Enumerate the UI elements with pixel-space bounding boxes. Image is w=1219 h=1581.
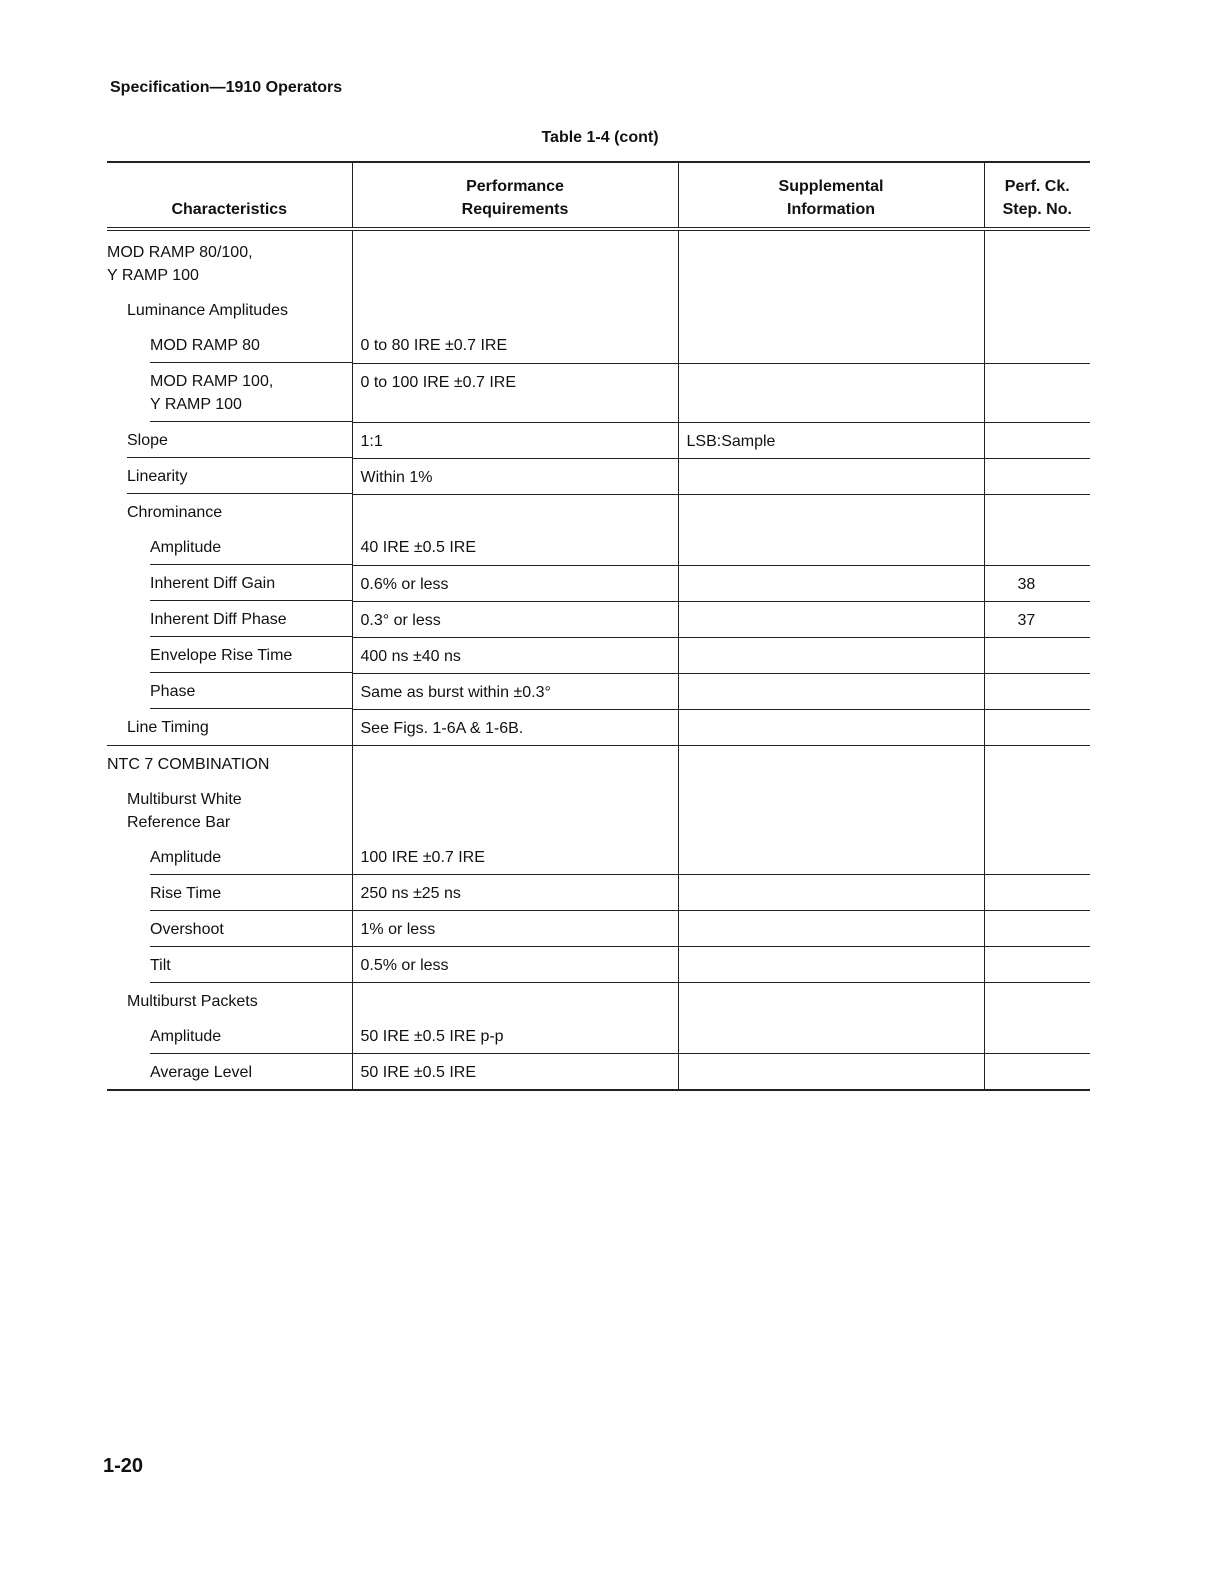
supplemental-cell [678, 709, 984, 745]
performance-cell: 400 ns ±40 ns [352, 637, 678, 673]
table-row [107, 327, 1090, 363]
supplemental-cell [678, 529, 984, 565]
header-supplemental-information: Supplemental Information [678, 162, 984, 229]
supplemental-cell [678, 565, 984, 601]
step-cell [984, 875, 1090, 911]
characteristic-cell: Multiburst White Reference Bar [127, 790, 242, 831]
table-row [107, 673, 1090, 709]
performance-cell: 100 IRE ±0.7 IRE [352, 839, 678, 875]
characteristic-cell: Inherent Diff Phase [107, 601, 352, 637]
table-row [107, 565, 1090, 601]
performance-cell: 0.3° or less [352, 601, 678, 637]
step-cell [984, 1054, 1090, 1091]
header-characteristics: Characteristics [107, 162, 352, 229]
characteristic-cell: MOD RAMP 100, Y RAMP 100 [107, 363, 352, 422]
characteristic-cell: Amplitude [107, 839, 352, 875]
supplemental-cell [678, 947, 984, 983]
performance-cell: 50 IRE ±0.5 IRE [352, 1054, 678, 1091]
table-row [107, 229, 1090, 292]
characteristic-cell: Line Timing [127, 719, 209, 736]
supplemental-cell [678, 1018, 984, 1054]
supplemental-cell: LSB:Sample [678, 422, 984, 458]
supplemental-cell [678, 673, 984, 709]
table-row [107, 529, 1090, 565]
table-row [107, 839, 1090, 875]
step-cell [984, 292, 1090, 327]
header-performance-requirements: Performance Requirements [352, 162, 678, 229]
table-row [107, 494, 1090, 529]
supplemental-cell [678, 363, 984, 422]
running-head: Specification—1910 Operators [110, 79, 343, 96]
step-cell [984, 458, 1090, 494]
performance-cell [352, 494, 678, 529]
characteristic-cell: Slope [107, 422, 352, 458]
characteristic-cell: MOD RAMP 80 [107, 327, 352, 363]
supplemental-cell [678, 875, 984, 911]
supplemental-cell [678, 839, 984, 875]
performance-cell: 250 ns ±25 ns [352, 875, 678, 911]
supplemental-cell [678, 229, 984, 292]
table-row [107, 745, 1090, 781]
characteristic-cell: MOD RAMP 80/100, Y RAMP 100 [107, 244, 253, 284]
table-row [107, 781, 1090, 839]
step-cell [984, 709, 1090, 745]
performance-cell [352, 983, 678, 1018]
specification-table [107, 161, 1090, 1091]
characteristic-cell: Luminance Amplitudes [127, 302, 288, 319]
supplemental-cell [678, 637, 984, 673]
performance-cell: See Figs. 1-6A & 1-6B. [352, 709, 678, 745]
table-header-row [107, 162, 1090, 229]
page-number: 1-20 [103, 1455, 144, 1477]
table-row [107, 601, 1090, 637]
characteristic-cell: Tilt [107, 947, 352, 983]
performance-cell [352, 745, 678, 781]
performance-cell [352, 292, 678, 327]
table-row [107, 983, 1090, 1018]
characteristic-cell: NTC 7 COMBINATION [107, 755, 270, 773]
supplemental-cell [678, 911, 984, 947]
step-cell [984, 983, 1090, 1018]
performance-cell [352, 781, 678, 839]
characteristic-cell: Multiburst Packets [127, 992, 258, 1010]
characteristic-cell: Amplitude [107, 529, 352, 565]
supplemental-cell [678, 1054, 984, 1091]
performance-cell: 0 to 100 IRE ±0.7 IRE [352, 363, 678, 422]
table-row [107, 1018, 1090, 1054]
step-cell: 37 [984, 601, 1090, 637]
step-cell [984, 839, 1090, 875]
step-cell [984, 781, 1090, 839]
step-cell [984, 673, 1090, 709]
table-row [107, 363, 1090, 422]
supplemental-cell [678, 292, 984, 327]
performance-cell: 0 to 80 IRE ±0.7 IRE [352, 327, 678, 363]
step-cell [984, 494, 1090, 529]
performance-cell: 1% or less [352, 911, 678, 947]
supplemental-cell [678, 601, 984, 637]
table-row [107, 709, 1090, 745]
characteristic-cell: Chrominance [127, 504, 223, 521]
step-cell [984, 363, 1090, 422]
step-cell [984, 229, 1090, 292]
table-row [107, 875, 1090, 911]
performance-cell: 0.5% or less [352, 947, 678, 983]
step-cell [984, 327, 1090, 363]
step-cell [984, 911, 1090, 947]
characteristic-cell: Average Level [107, 1054, 352, 1091]
performance-cell: 50 IRE ±0.5 IRE p-p [352, 1018, 678, 1054]
performance-cell: 1:1 [352, 422, 678, 458]
table-row [107, 422, 1090, 458]
performance-cell [352, 229, 678, 292]
table-row [107, 292, 1090, 327]
performance-cell: 40 IRE ±0.5 IRE [352, 529, 678, 565]
supplemental-cell [678, 781, 984, 839]
performance-cell: Within 1% [352, 458, 678, 494]
characteristic-cell: Overshoot [107, 911, 352, 947]
table-row [107, 1054, 1090, 1091]
supplemental-cell [678, 327, 984, 363]
performance-cell: 0.6% or less [352, 565, 678, 601]
characteristic-cell: Envelope Rise Time [107, 637, 352, 673]
step-cell [984, 422, 1090, 458]
step-cell [984, 745, 1090, 781]
step-cell [984, 947, 1090, 983]
header-perf-ck-step-no: Perf. Ck. Step. No. [984, 162, 1090, 229]
table-row [107, 911, 1090, 947]
step-cell [984, 637, 1090, 673]
characteristic-cell: Rise Time [107, 875, 352, 911]
characteristic-cell: Phase [107, 673, 352, 709]
characteristic-cell: Amplitude [107, 1018, 352, 1054]
step-cell [984, 529, 1090, 565]
supplemental-cell [678, 745, 984, 781]
table-row [107, 947, 1090, 983]
supplemental-cell [678, 983, 984, 1018]
characteristic-cell: Linearity [107, 458, 352, 494]
supplemental-cell [678, 494, 984, 529]
table-caption: Table 1-4 (cont) [541, 129, 659, 146]
supplemental-cell [678, 458, 984, 494]
table-row [107, 637, 1090, 673]
table-row [107, 458, 1090, 494]
step-cell: 38 [984, 565, 1090, 601]
performance-cell: Same as burst within ±0.3° [352, 673, 678, 709]
characteristic-cell: Inherent Diff Gain [107, 565, 352, 601]
step-cell [984, 1018, 1090, 1054]
